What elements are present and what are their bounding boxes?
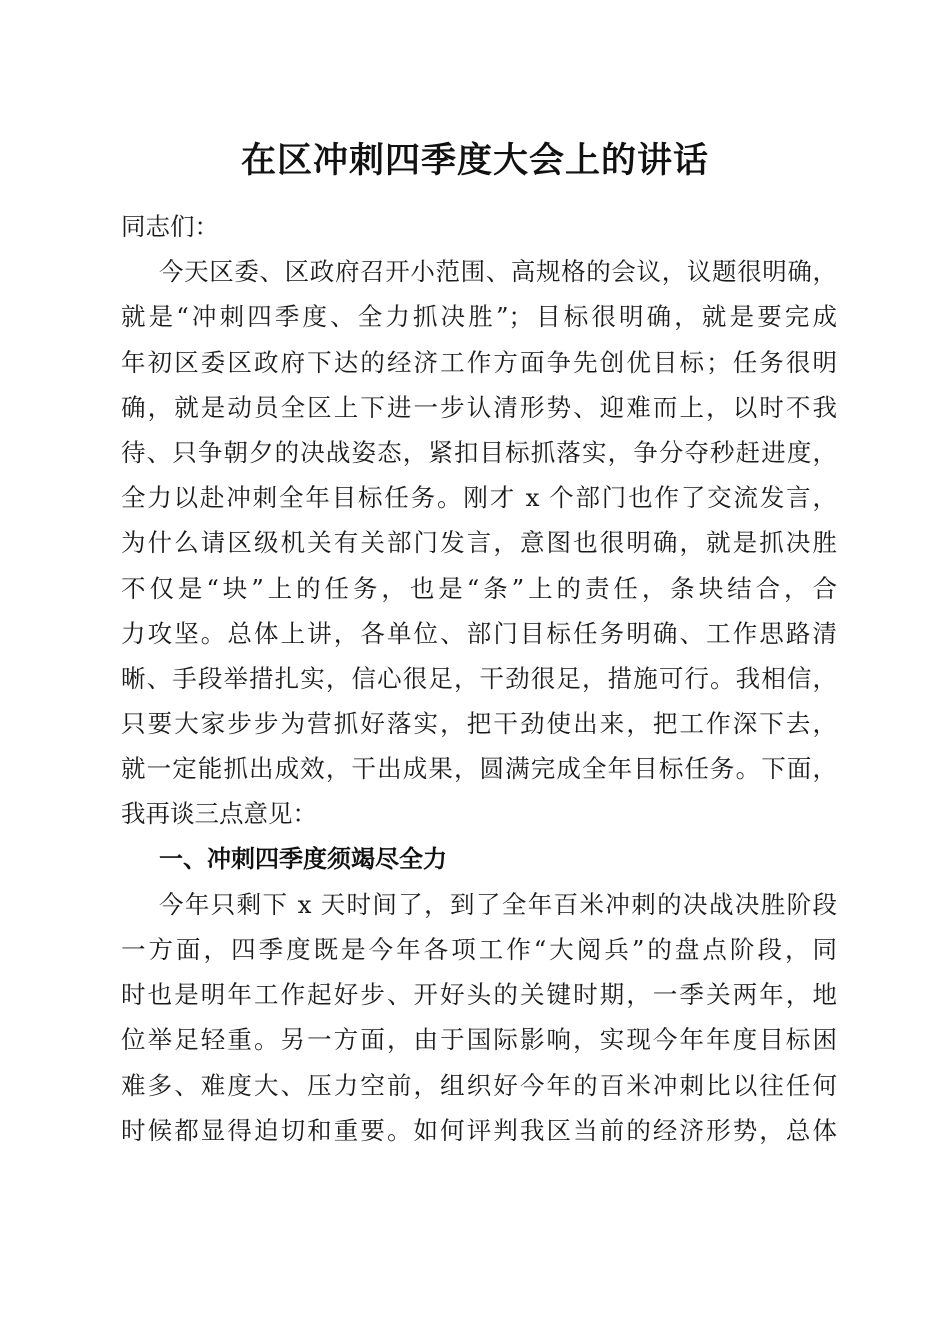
- paragraph-line: 今天区委、区政府召开小范围、高规格的会议，议题很明确，: [159, 257, 837, 287]
- paragraph-line: 为什么请区级机关有关部门发言，意图也很明确，就是抓决胜: [121, 528, 837, 558]
- document-title: 在区冲刺四季度大会上的讲话: [240, 140, 709, 181]
- paragraph-line: 只要大家步步为营抓好落实，把干劲使出来，把工作深下去，: [121, 709, 837, 739]
- paragraph-line: 难多、难度大、压力空前，组织好今年的百米冲刺比以往任何: [121, 1070, 837, 1100]
- paragraph-line: 待、只争朝夕的决战姿态，紧扣目标抓落实，争分夺秒赶进度，: [121, 437, 837, 467]
- section-heading: 一、冲刺四季度须竭尽全力: [159, 844, 447, 873]
- paragraph-line: 一方面，四季度既是今年各项工作“大阅兵”的盘点阶段，同: [121, 935, 837, 964]
- paragraph-line: 不仅是“块”上的任务，也是“条”上的责任，条块结合，合: [121, 573, 837, 603]
- paragraph-line: 确，就是动员全区上下进一步认清形势、迎难而上，以时不我: [121, 392, 837, 422]
- paragraph-line: 年初区委区政府下达的经济工作方面争先创优目标；任务很明: [121, 347, 837, 377]
- paragraph-line: 时候都显得迫切和重要。如何评判我区当前的经济形势，总体: [121, 1115, 837, 1145]
- paragraph-line: 今年只剩下 x 天时间了，到了全年百米冲刺的决战决胜阶段: [159, 889, 837, 919]
- paragraph-line: 位举足轻重。另一方面，由于国际影响，实现今年年度目标困: [121, 1025, 837, 1055]
- paragraph-line: 力攻坚。总体上讲，各单位、部门目标任务明确、工作思路清: [121, 618, 837, 648]
- paragraph-line: 我再谈三点意见：: [121, 799, 317, 829]
- paragraph-line: 全力以赴冲刺全年目标任务。刚才 x 个部门也作了交流发言，: [121, 483, 837, 513]
- paragraph-line: 时也是明年工作起好步、开好头的关键时期，一季关两年，地: [121, 980, 837, 1010]
- paragraph-line: 晰、手段举措扎实，信心很足，干劲很足，措施可行。我相信，: [121, 663, 837, 693]
- paragraph-line: 就是“冲刺四季度、全力抓决胜”；目标很明确，就是要完成: [121, 302, 837, 332]
- paragraph-line: 就一定能抓出成效，干出成果，圆满完成全年目标任务。下面，: [121, 754, 837, 784]
- document-body: [121, 204, 837, 1153]
- salutation: 同志们：: [121, 212, 219, 241]
